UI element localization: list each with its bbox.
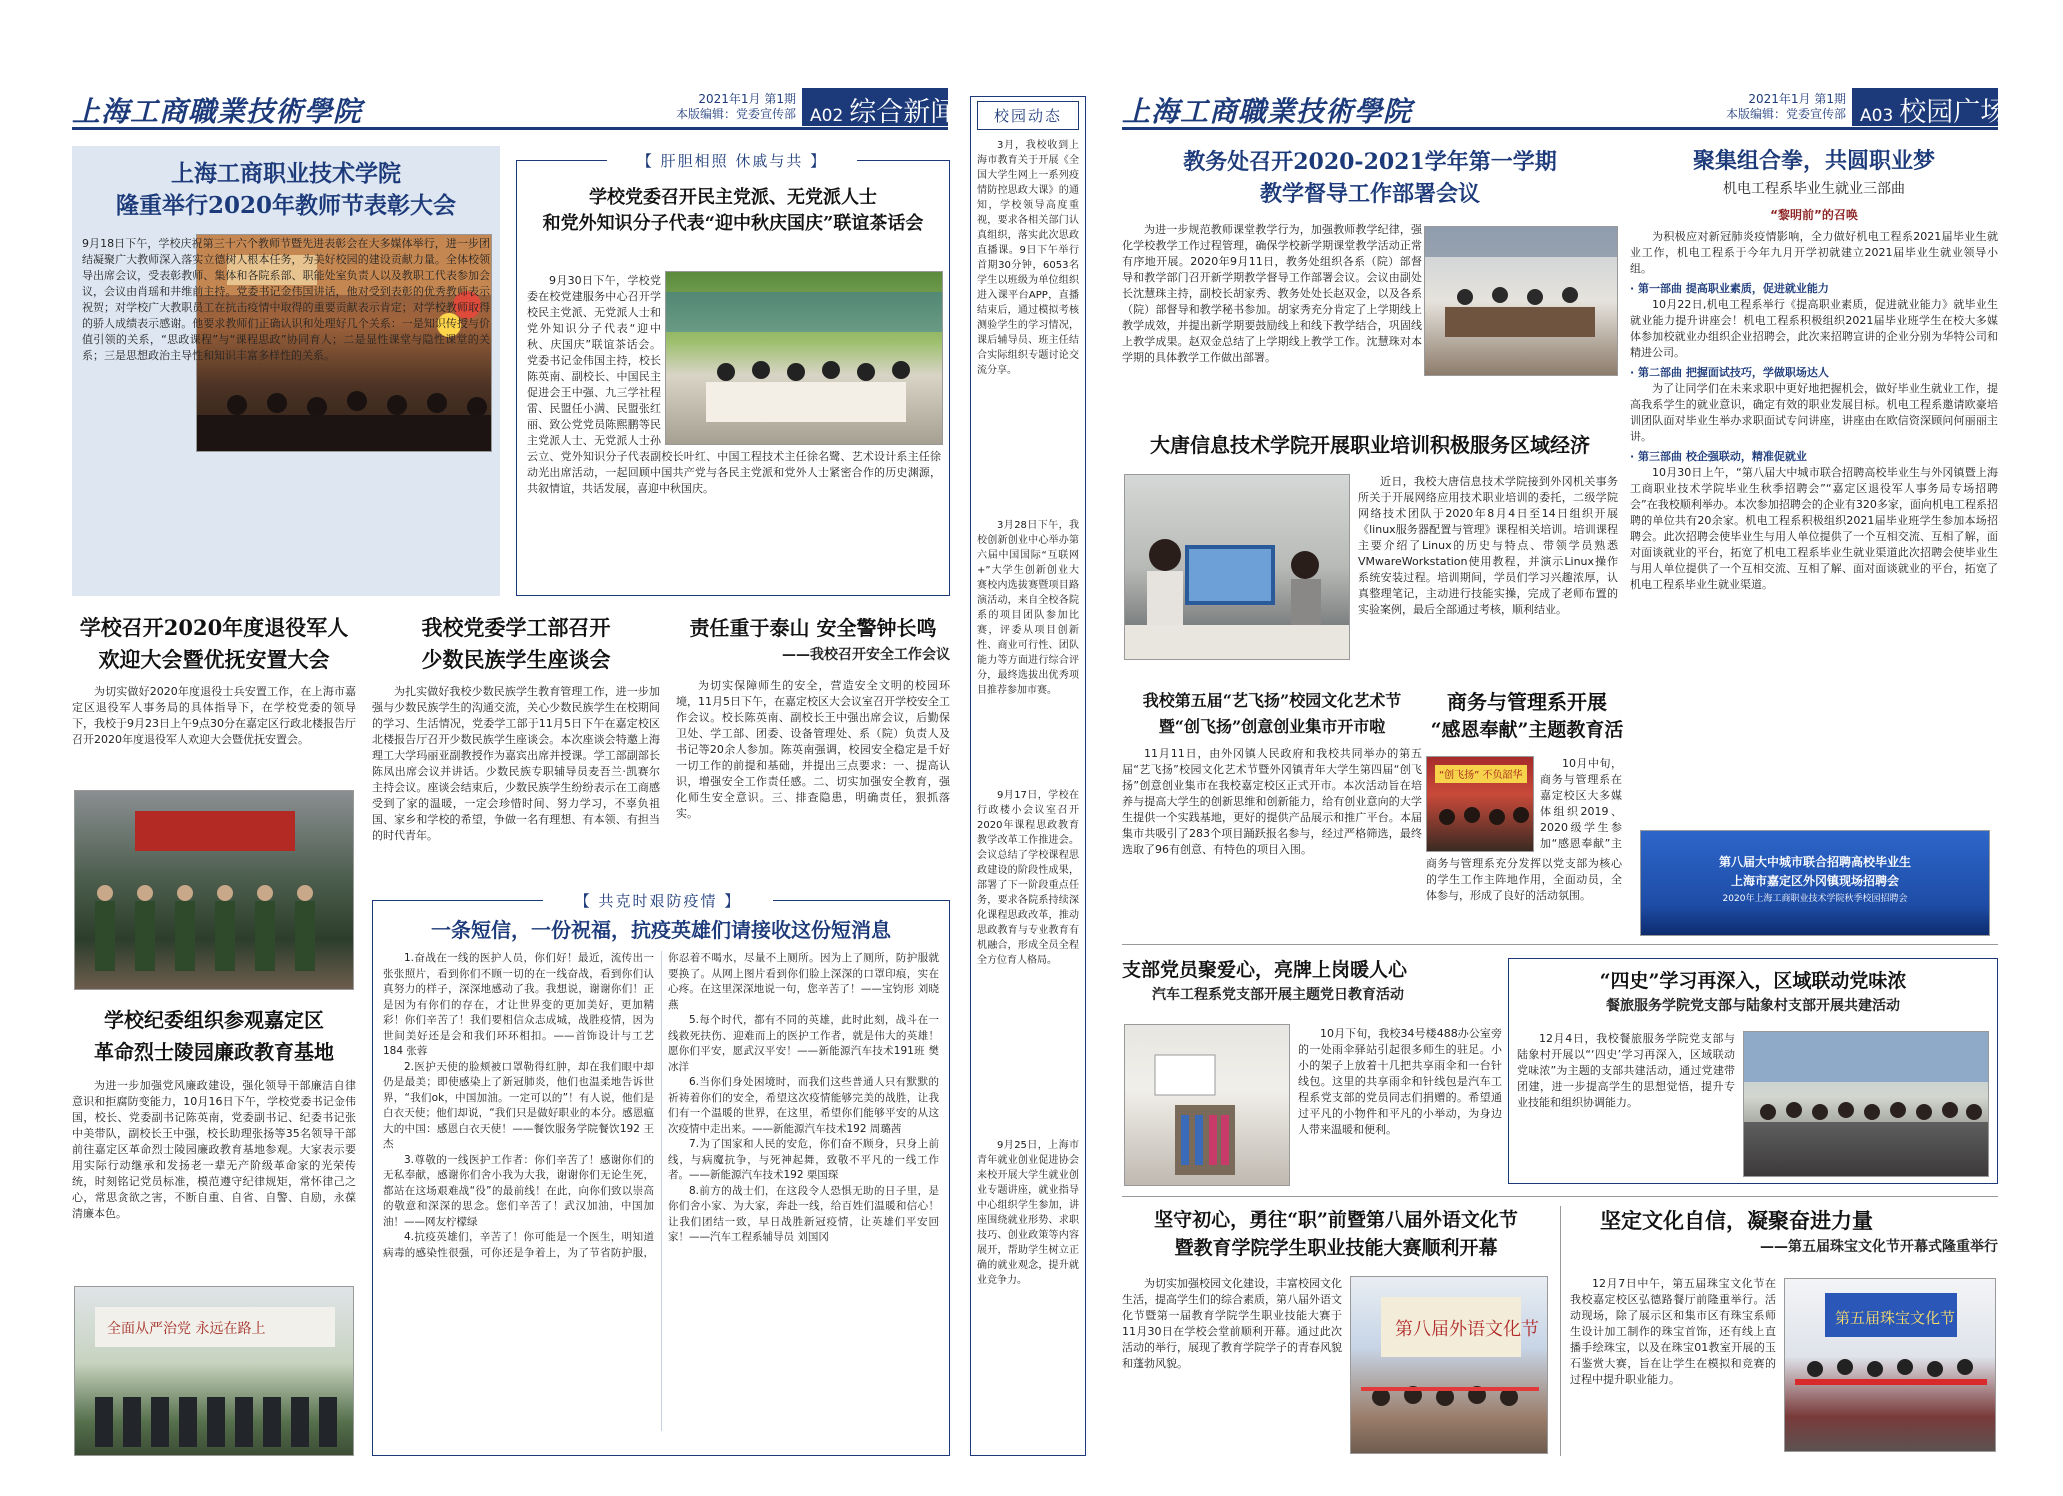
issue-info: 2021年1月 第1期 本版编辑：党委宣传部: [1725, 92, 1846, 121]
job-body: 为积极应对新冠肺炎疫情影响，全力做好机电工程系2021届毕业生就业工作，机电工程系于今年九月开学初就建立2021届毕业生就业领导小组。 · 第一部曲 提高职业素质，促进就业能力 10月22日,机电工程系举行《提高职业素质，促进就业能力》就毕业生就业能力提升讲座会！机电工程系积极组织2021届毕业班学生在校大多媒体参加校就业办组织企业招聘会，此次来招聘宣讲的企业分别为华特公司和精进公司。 · 第二部曲 把握面试技巧，学做职场达人 为了让同学们在未来求职中更好地把握机会，做好毕业生就业工作，提高我系学生的就业意识，确定有效的职业发展目标。机电工程系邀请欧豪培训团队面对毕业生举办求职面试专问讲座，讲座由在欧信资深顾问何丽丽主讲。 · 第三部曲 校企强联动，精准促就业 10月30日上午，“第八届大中城市联合招聘高校毕业生与外冈镇暨上海工商职业技术学院毕业生秋季招聘会”“嘉定区退役军人事务局专场招聘会”在我校顺利举办。本次参加招聘会的企业有320多家，面向机电工程系招聘的单位共有20余家。机电工程系积极组织2021届毕业班学生参加本场招聘会。此次招聘会使毕业生与用人单位提供了一个互相交流、互相了解，面对面谈就业的平台，拓宽了机电工程系毕业生就业渠道此次招聘会使毕业生与用人单位提供了一个互相交流、互相了解、面对面谈就业的平台，拓宽了机电工程系毕业生就业渠道。: [1630, 230, 1998, 591]
four-history-article: [1508, 958, 1998, 1184]
job-banner-photo: [1640, 830, 1990, 936]
discipline-photo: [74, 1286, 354, 1456]
party-photo: [1124, 1024, 1290, 1186]
jewelry-article: [1570, 1206, 1998, 1456]
jewelry-subtitle: ——第五届珠宝文化节开幕式隆重举行: [1760, 1239, 1998, 1255]
issue-info: 2021年1月 第1期 本版编辑：党委宣传部: [675, 92, 796, 121]
page-label: A03 校园广场: [1852, 88, 1998, 126]
lead-title: 上海工商职业技术学院 隆重举行2020年教师节表彰大会: [115, 160, 456, 219]
ethnic-article: [372, 612, 660, 882]
safety-article: [676, 612, 950, 882]
language-photo: [1350, 1276, 1548, 1454]
masthead-a02: [72, 86, 958, 130]
four-history-title: “四史”学习再深入，区域联动党味浓: [1599, 970, 1907, 992]
campus-column: [970, 96, 1086, 1456]
lead-body: 9月18日下午，学校庆祝第三十六个教师节暨先进表彰会在大多媒体举行，进一步团结凝聚广大教师深入落实立德树人根本任务，为美好校园的建设贡献力量。全体校领导出席会议，受表彰教师、集体和各院系部、职能处室负责人以及教职工代表参加会议，会议由肖瑶和井维前主持。党委书记金伟国讲话，他对受到表彰的优秀教师表示祝贺；对学校广大教职员工在抗击疫情中取得的重要贡献表示肯定；对学校教师取得的骄人成绩表示感谢。他要求教师们正确认识和处理好几个关系：一是知识传授与价值引领的关系，“思政课程”与“课程思政”协同育人；二是显性课堂与隐性课堂的关系；三是思想政治主导性和知识丰富多样性的关系。: [82, 237, 490, 362]
academic-article: [1122, 146, 1618, 424]
veterans-title: 学校召开2020年度退役军人 欢迎大会暨优抚安置大会: [79, 615, 349, 672]
school-name: 上海工商職業技術學院: [1122, 95, 1413, 128]
language-article: [1122, 1206, 1550, 1456]
section-tag: 【 共克时艰防疫情 】: [543, 890, 773, 911]
datang-article: [1122, 430, 1618, 662]
business-title-2: “感恩奉献”主题教育活: [1430, 719, 1624, 741]
divider: [1560, 1206, 1561, 1456]
page-label: A02 综合新闻: [802, 88, 948, 126]
tea-body: 9月30日下午，学校党委在校党建服务中心召开学校民主党派、无党派人士和党外知识分子代表“迎中秋、庆国庆”联谊茶话会。党委书记金伟国主持，校长陈英南、副校长、中国民主促进会王中强、九三学社程雷、民盟任小满、民盟张红丽、致公党党员陈熙鹏等民主党派人士、无党派人士孙云立、党外知识分子代表副校长叶红、中国工程技术主任徐名鹭、艺术设计系主任徐动光出席活动，一起回顾中国共产党与各民主党派和党外人士紧密合作的历史渊源，共叙情谊，共话发展，喜迎中秋国庆。: [527, 274, 941, 495]
party-subtitle: 汽车工程系党支部开展主题党日教育活动: [1152, 987, 1404, 1003]
art-body: 11月11日，由外冈镇人民政府和我校共同举办的第五届“艺飞扬”校园文化艺术节暨外冈镇青年大学生第四届“创飞扬”创意创业集市在我校嘉定校区正式开市。本次活动旨在培养与提高大学生的创新思维和创新能力，给有创业意向的大学生提供一个实践基地，更好的提供产品展示和推广平台。本届集市共吸引了283个项目踊跃报名参与，经过严格筛选，最终选取了96有创意、有特色的项目入围。: [1122, 747, 1422, 856]
academic-body: 为进一步规范教师课堂教学行为，加强教师教学纪律，强化学校教学工作过程管理，确保学校新学期课堂教学活动正常有序地开展。2020年9月11日，教务处组织各系（院）部督导和教学部门召开新学期教学督导工作部署会议。会议由副处长沈慧珠主持，副校长胡家秀、教务处处长赵双金，以及各系（院）部督导和教学秘书参加。胡家秀充分肯定了上学期线上教学成效，并提出新学期要鼓励线上和线下教学结合，巩固线上教学成果。赵双金总结了上学期线上教学工作。沈慧珠对本学期的具体教学工作做出部署。: [1122, 223, 1422, 364]
tea-title: 学校党委召开民主党派、无党派人士 和党外知识分子代表“迎中秋庆国庆”联谊茶话会: [542, 187, 924, 234]
datang-photo: [1124, 474, 1350, 660]
jewelry-banner-text: 第五届珠宝文化节: [1835, 1309, 1956, 1327]
jewelry-title: 坚定文化自信，凝聚奋进力量: [1600, 1208, 1873, 1233]
sms-article: [372, 892, 950, 1456]
veterans-photo: [74, 790, 354, 990]
discipline-title: 学校纪委组织参观嘉定区 革命烈士陵园廉政教育基地: [94, 1008, 334, 1064]
datang-body: 近日，我校大唐信息技术学院接到外冈机关事务所关于开展网络应用技术职业培训的委托，二级学院网络技术团队于2020年8月4日至14日组织开展《linux服务器配置与管理》课程相关培训。培训课程主要介绍了Linux的历史与特点、带领学员熟悉VMwareWorkstation使用教程，并演示Linux操作系统安装过程。培训期间，学员们学习兴趣浓厚，认真整理笔记，主动进行技能实操，完成了老师布置的实验案例，最后全部通过考核，顺利结业。: [1358, 475, 1618, 616]
party-title: 支部党员聚爱心，亮牌上岗暖人心: [1122, 959, 1408, 981]
job-article: [1630, 146, 1998, 936]
column-item: 3月，我校收到上海市教育关于开展《全国大学生网上一系列疫情防控思政大课》的通知，学校领导高度重视，要求各相关部门认真组织，落实此次思政直播课。9日下午举行首期30分钟，6053名学生以班级为单位组织进入课平台APP，直播结束后，通过模拟考核测验学生的学习情况，课后辅导员、班主任结合实际组织专题讨论交流分享。: [977, 140, 1079, 376]
lead-body-wrap: [82, 236, 192, 456]
safety-body: 为切实保障师生的安全，营造安全文明的校园环境，11月5日下午，在嘉定校区大会议室召开学校安全工作会议。校长陈英南、副校长王中强出席会议，后勤保卫处、学工部、团委、设备管理处、系（院）负责人及书记等20余人参加。陈英南强调，校园安全稳定是千好一切工作的前提和基础，并提出三点要求：一、提高认识，增强安全工作责任感。二、切实加强安全教育，强化师生安全意识。三、排查隐患，明确责任，狠抓落实。: [676, 679, 950, 820]
safety-title: 责任重于泰山 安全警钟长鸣: [689, 616, 937, 640]
business-body: 10月中旬，商务与管理系在嘉定校区大多媒体组织2019、2020级学生参加“感恩奉献”主: [1540, 757, 1622, 850]
job-subtitle-2: “黎明前”的召唤: [1770, 208, 1858, 222]
divider: [1122, 1196, 1998, 1197]
job-subtitle: 机电工程系毕业生就业三部曲: [1723, 181, 1905, 197]
party-article: [1122, 956, 1502, 1188]
job-step-1: · 第一部曲 提高职业素质，促进就业能力: [1630, 282, 1829, 295]
language-title: 坚守初心，勇往“职”前暨第八届外语文化节 暨教育学院学生职业技能大赛顺利开幕: [1154, 1209, 1518, 1259]
veterans-article: [72, 612, 356, 1002]
ethnic-title: 我校党委学工部召开 少数民族学生座谈会: [421, 615, 611, 672]
banner-line: 2020年上海工商职业技术学院秋季校园招聘会: [1722, 894, 1908, 904]
school-name: 上海工商職業技術學院: [72, 95, 363, 128]
business-title: 商务与管理系开展: [1447, 690, 1607, 714]
jewelry-body: 12月7日中午，第五届珠宝文化节在我校嘉定校区弘德路餐厅前隆重举行。活动现场，除了展示区和集市区有珠宝系师生设计加工制作的珠宝首饰，还有线上直播手绘珠宝，以及在珠宝01教室开展的玉石鉴赏大赛，旨在让学生在模拟和竞赛的过程中提升职业能力。: [1570, 1277, 1776, 1386]
veterans-body: 为切实做好2020年度退役士兵安置工作，在上海市嘉定区退役军人事务局的具体指导下，在学校党委的领导下，我校于9月23日上午9点30分在嘉定区行政北楼报告厅召开2020年度退役军人欢迎大会暨优抚安置会。: [72, 685, 356, 746]
banner-line: 上海市嘉定区外冈镇现场招聘会: [1730, 874, 1899, 888]
art-title: 我校第五届“艺飞扬”校园文化艺术节 暨“创飞扬”创意创业集市开市啦: [1142, 691, 1402, 736]
four-history-subtitle: 餐旅服务学院党支部与陆象村支部开展共建活动: [1606, 998, 1900, 1014]
banner-line: 第八届大中城市联合招聘高校毕业生: [1718, 855, 1911, 869]
academic-photo: [1424, 226, 1618, 376]
memorial-slogan: 全面从严治党 永远在路上: [107, 1321, 266, 1337]
sms-body: 1.奋战在一线的医护人员，你们好！最近，流传出一张张照片，看到你们不顾一切的在一线奋战，看到你们认真努力的样子，深深地感动了我。我想说，谢谢你们！正是因为有你们的存在，才让世界变的更加美好，更加精彩！你们辛苦了！我们要相信众志成城，战胜疫情，因为世间美好还是会和我们环环相扣。——首饰设计与工艺184 张蓉 2.医护天使的脸颊被口罩勒得红肿，却在我们眼中却仍是最美；即使感染上了新冠肺炎，他们也温柔地告诉世界，“我们ok，中国加油。一定可以的”！有人说，他们是白衣天使；他们却说，“我们只是做好职业的本分。感恩瘟大的中国：感恩白衣天使！——餐饮服务学院餐饮192 王杰 3.尊敬的一线医护工作者：你们辛苦了！感谢你们的无私奉献，感谢你们舍小我为大我，谢谢你们无论生死，都站在这场艰难战“役”的最前线！在此，向你们致以崇高的敬意和深深的思念。您们辛苦了！武汉加油，中国加油！——网友柠檬绿 4.抗疫英雄们，辛苦了！你可能是一个医生，明知道病毒的感染性很强，可你还是争着上，为了节省防护服，你忍着不喝水，尽量不上厕所。因为上了厕所，防护服就要换了。从网上图片看到你们脸上深深的口罩印痕，实在心疼。在这里深深地说一句，您辛苦了！——宝钧形 刘晓燕 5.每个时代，都有不同的英雄，此时此刻，战斗在一线救死扶伤、迎难而上的医护工作者，就是伟大的英雄！愿你们平安，愿武汉平安！——新能源汽车技术191班 樊冰洋 6.当你们身处困境时，而我们这些普通人只有默默的祈祷着你们的安全，希望这次疫情能够完美的战胜，让我们有一个温暖的世界，在这里，希望你们能够平安的从这次疫情中走出来。——新能源汽车技术192 周璐茜 7.为了国家和人民的安危，你们奋不顾身，只身上前线，与病魔抗争，与死神起舞，致敬不平凡的一线工作者。——新能源汽车技术192 栗国琛 8.前方的战士们，在这段令人恐惧无助的日子里，是你们舍小家、为大家，奔赴一线，给百姓们温暖和信心！让我们团结一致，早日战胜新冠疫情，让英雄们平安回家！——汽车工程系辅导员 刘国冈: [383, 952, 939, 1259]
masthead-a03: [1122, 86, 2008, 130]
sms-title: 一条短信，一份祝福，抗疫英雄们请接收这份短消息: [431, 918, 891, 942]
section-tag: 【 肝胆相照 休戚与共 】: [607, 150, 857, 171]
business-photo: [1426, 756, 1534, 852]
festival-banner-text: 第八届外语文化节: [1395, 1319, 1539, 1340]
column-item: 9月25日，上海市青年就业创业促进协会来校开展大学生就业创业专题讲座，就业指导中心组织学生参加，讲座围绕就业形势、求职技巧、创业政策等内容展开，帮助学生树立正确的就业观念，提升就业竞争力。: [977, 1140, 1079, 1286]
job-step-3: · 第三部曲 校企强联动，精准促就业: [1630, 450, 1807, 463]
stand-text: “创飞扬” 不负韶华: [1439, 770, 1523, 781]
tea-party-article: [516, 152, 950, 596]
language-body: 为切实加强校园文化建设，丰富校园文化生活，提高学生们的综合素质，第八届外语文化节暨第一届教育学院学生职业技能大赛于11月30日在学校会堂前顺利开幕。通过此次活动的举行，展现了教育学院学子的青春风貌和蓬勃风貌。: [1122, 1277, 1342, 1370]
datang-title: 大唐信息技术学院开展职业培训积极服务区域经济: [1150, 433, 1590, 457]
divider: [1122, 944, 1998, 945]
discipline-body: 为进一步加强党风廉政建设，强化领导干部廉洁自律意识和拒腐防变能力，10月16日下午，学校党委书记金伟国，校长、党委副书记陈英南，党委副书记、纪委书记张中美带队，副校长王中强，校长助理张扬等35名领导干部前往嘉定区革命烈士陵园廉政教育基地参观。大家表示要用实际行动继承和发扬老一辈无产阶级革命家的光荣传统，时刻铭记党员标准，模范遵守纪律规矩，常怀律己之心，常思贪欲之害，不断自重、自省、自警、自励，永葆清廉本色。: [72, 1079, 356, 1220]
column-item: 9月17日，学校在行政楼小会议室召开2020年课程思政教育教学改革工作推进会。会议总结了学校课程思政建设的阶段性成果，部署了下一阶段重点任务，要求各院系持续深化课程思政改革，推动思政教育与专业教育有机融合，形成全员全程全方位育人格局。: [977, 790, 1079, 966]
column-item: 3月28日下午，我校创新创业中心举办第六届中国国际“互联网+”大学生创新创业大赛校内选拔赛暨项目路演活动，来自全校各院系的项目团队参加比赛，评委从项目创新性、商业可行性、团队能力等方面进行综合评分，最终选拔出优秀项目推荐参加市赛。: [977, 520, 1079, 696]
business-body-cont: 商务与管理系充分发挥以党支部为核心的学生工作主阵地作用，全面动员，全体参与，形成了良好的活动氛围。: [1426, 857, 1622, 902]
discipline-article: [72, 1004, 356, 1280]
academic-title: 教务处召开2020-2021学年第一学期 教学督导工作部署会议: [1183, 149, 1557, 207]
column-tag: 校园动态: [977, 101, 1079, 130]
job-title: 聚集组合拳，共圆职业梦: [1692, 148, 1935, 174]
art-article: [1122, 688, 1422, 948]
four-history-body: 12月4日，我校餐旅服务学院党支部与陆象村开展以“‘四史’学习再深入，区域联动党味浓”为主题的支部共建活动，通过党建带团建，进一步提高学生的思想觉悟，提升专业技能和组织协调能力。: [1517, 1032, 1735, 1109]
party-body: 10月下旬，我校34号楼488办公室旁的一处雨伞驿站引起很多师生的驻足。小小的架子上放着十几把共享雨伞和一台针线包。这里的共享雨伞和针线包是汽车工程系党支部的党员同志们捐赠的。希望通过平凡的小物件和平凡的小举动，为身边人带来温暖和便利。: [1298, 1027, 1502, 1136]
jewelry-photo: [1784, 1278, 1996, 1452]
safety-subtitle: ——我校召开安全工作会议: [782, 647, 950, 663]
four-history-photo: [1743, 1031, 1989, 1177]
ethnic-body: 为扎实做好我校少数民族学生教育管理工作，进一步加强与少数民族学生的沟通交流，关心少数民族学生在校期间的学习、生活情况，党委学工部于11月5日下午在嘉定校区北楼报告厅召开少数民族学生座谈会。本次座谈会特邀上海理工大学玛丽亚副教授作为嘉宾出席并授课。学工部副部长陈凤出席会议并讲话。少数民族专职辅导员麦吾兰·凯赛尔主持会议。座谈会结束后，少数民族学生纷纷表示在工商感受到了家的温暖，一定会珍惜时间、努力学习，不辜负祖国、家乡和学校的希望，争做一名有理想、有本领、有担当的时代青年。: [372, 685, 660, 842]
job-step-2: · 第二部曲 把握面试技巧，学做职场达人: [1630, 366, 1829, 379]
